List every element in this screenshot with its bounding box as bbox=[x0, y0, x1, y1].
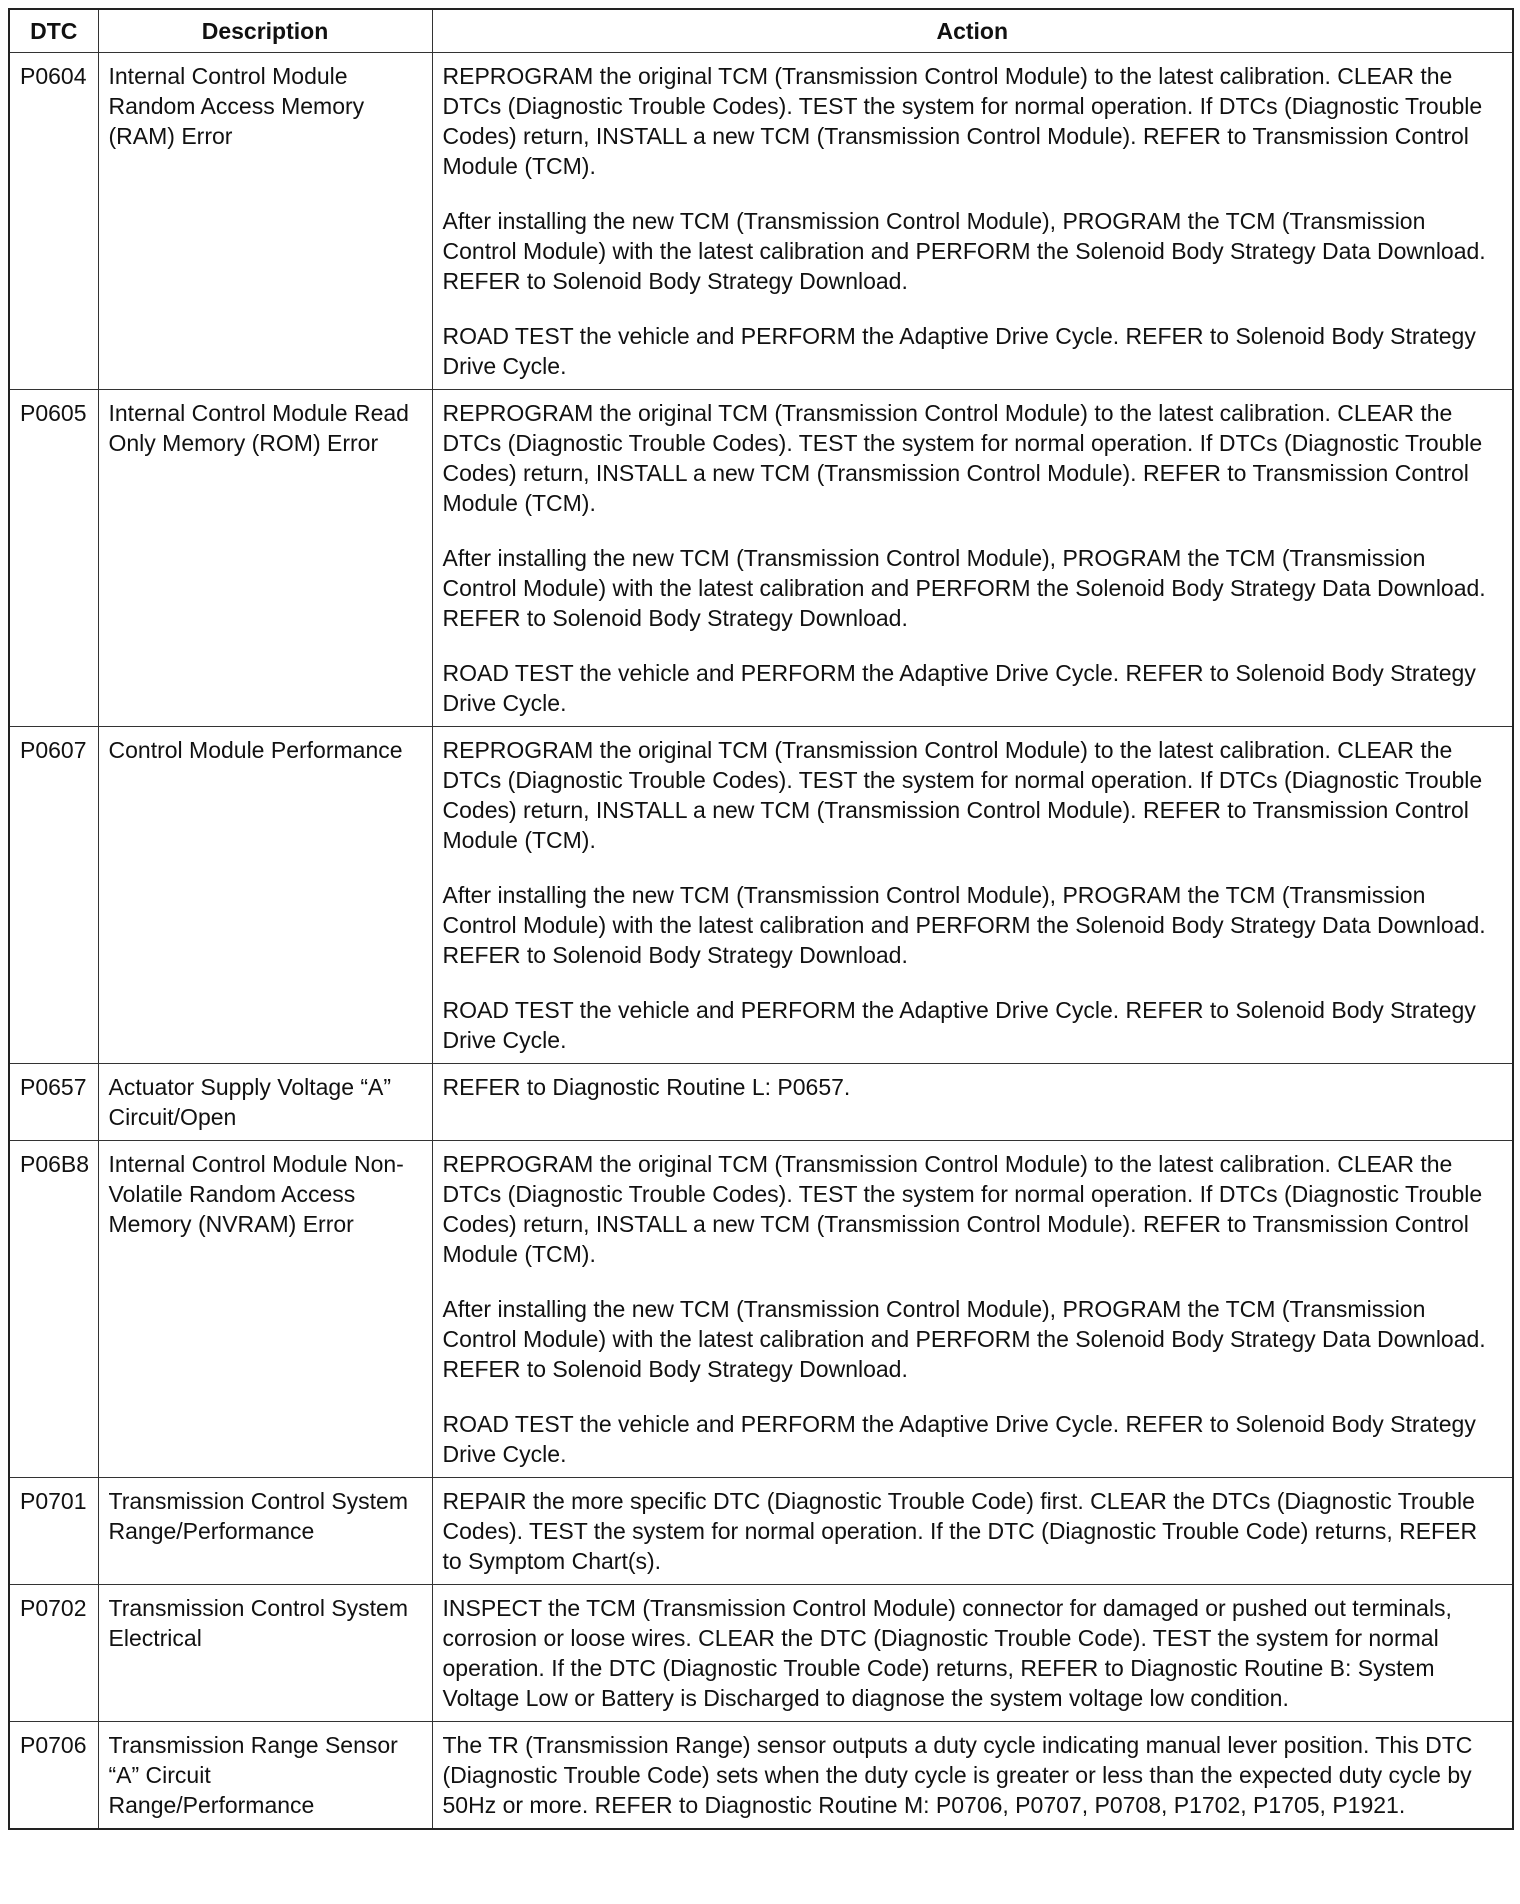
dtc-description: Internal Control Module Read Only Memory (ROM) Error bbox=[98, 390, 432, 727]
dtc-action bbox=[432, 1064, 1513, 1141]
dtc-code: P0607 bbox=[9, 727, 98, 1064]
header-dtc: DTC bbox=[9, 9, 98, 53]
dtc-code: P06B8 bbox=[9, 1141, 98, 1478]
action-paragraph: REPROGRAM the original TCM (Transmission Control Module) to the latest calibration. CLEAR the DTCs (Diagnostic Trouble Codes). TEST the system for normal operation. If DTCs (Diagnostic Trouble Codes) return, INSTALL a new TCM (Transmission Control Module). REFER to Transmission Control Module (TCM). bbox=[442, 737, 1483, 853]
dtc-action bbox=[432, 1585, 1513, 1722]
action-paragraph: After installing the new TCM (Transmission Control Module), PROGRAM the TCM (Transmission Control Module) with the latest calibration and PERFORM the Solenoid Body Strategy Data Download. REFER to Solenoid Body Strategy Download. bbox=[442, 208, 1486, 294]
dtc-description: Transmission Range Sensor “A” Circuit Range/Performance bbox=[98, 1722, 432, 1830]
table-row bbox=[9, 727, 1513, 1064]
action-paragraph: ROAD TEST the vehicle and PERFORM the Adaptive Drive Cycle. REFER to Solenoid Body Strategy Drive Cycle. bbox=[442, 323, 1476, 379]
dtc-table bbox=[8, 8, 1514, 1830]
header-row bbox=[9, 9, 1513, 53]
action-paragraph: ROAD TEST the vehicle and PERFORM the Adaptive Drive Cycle. REFER to Solenoid Body Strategy Drive Cycle. bbox=[442, 660, 1476, 716]
action-paragraph: REFER to Diagnostic Routine L: P0657. bbox=[442, 1074, 851, 1100]
table-row bbox=[9, 53, 1513, 390]
table-row bbox=[9, 1064, 1513, 1141]
document-page bbox=[8, 8, 1512, 1830]
dtc-code: P0706 bbox=[9, 1722, 98, 1830]
action-paragraph: INSPECT the TCM (Transmission Control Module) connector for damaged or pushed out terminals, corrosion or loose wires. CLEAR the DTC (Diagnostic Trouble Code). TEST the system for normal operation. If the DTC (Diagnostic Trouble Code) returns, REFER to Diagnostic Routine B: System Voltage Low or Battery is Discharged to diagnose the system voltage low condition. bbox=[442, 1595, 1452, 1711]
dtc-description: Transmission Control System Range/Performance bbox=[98, 1478, 432, 1585]
dtc-description: Internal Control Module Random Access Memory (RAM) Error bbox=[98, 53, 432, 390]
dtc-action bbox=[432, 1478, 1513, 1585]
action-paragraph: ROAD TEST the vehicle and PERFORM the Adaptive Drive Cycle. REFER to Solenoid Body Strategy Drive Cycle. bbox=[442, 997, 1476, 1053]
dtc-description: Transmission Control System Electrical bbox=[98, 1585, 432, 1722]
action-paragraph: After installing the new TCM (Transmission Control Module), PROGRAM the TCM (Transmission Control Module) with the latest calibration and PERFORM the Solenoid Body Strategy Data Download. REFER to Solenoid Body Strategy Download. bbox=[442, 1296, 1486, 1382]
action-paragraph: The TR (Transmission Range) sensor outputs a duty cycle indicating manual lever position. This DTC (Diagnostic Trouble Code) sets when the duty cycle is greater or less than the expected duty cycle by 50Hz or more. REFER to Diagnostic Routine M: P0706, P0707, P0708, P1702, P1705, P1921. bbox=[442, 1732, 1473, 1818]
table-row bbox=[9, 1585, 1513, 1722]
action-paragraph: After installing the new TCM (Transmission Control Module), PROGRAM the TCM (Transmission Control Module) with the latest calibration and PERFORM the Solenoid Body Strategy Data Download. REFER to Solenoid Body Strategy Download. bbox=[442, 545, 1486, 631]
action-paragraph: After installing the new TCM (Transmission Control Module), PROGRAM the TCM (Transmission Control Module) with the latest calibration and PERFORM the Solenoid Body Strategy Data Download. REFER to Solenoid Body Strategy Download. bbox=[442, 882, 1486, 968]
dtc-code: P0605 bbox=[9, 390, 98, 727]
header-description: Description bbox=[98, 9, 432, 53]
action-paragraph: REPROGRAM the original TCM (Transmission Control Module) to the latest calibration. CLEAR the DTCs (Diagnostic Trouble Codes). TEST the system for normal operation. If DTCs (Diagnostic Trouble Codes) return, INSTALL a new TCM (Transmission Control Module). REFER to Transmission Control Module (TCM). bbox=[442, 1151, 1483, 1267]
dtc-code: P0657 bbox=[9, 1064, 98, 1141]
table-row bbox=[9, 1141, 1513, 1478]
dtc-description: Internal Control Module Non-Volatile Random Access Memory (NVRAM) Error bbox=[98, 1141, 432, 1478]
action-paragraph: ROAD TEST the vehicle and PERFORM the Adaptive Drive Cycle. REFER to Solenoid Body Strategy Drive Cycle. bbox=[442, 1411, 1476, 1467]
dtc-code: P0604 bbox=[9, 53, 98, 390]
dtc-code: P0701 bbox=[9, 1478, 98, 1585]
table-row bbox=[9, 1722, 1513, 1830]
dtc-action bbox=[432, 390, 1513, 727]
table-row bbox=[9, 390, 1513, 727]
dtc-action bbox=[432, 53, 1513, 390]
dtc-description: Control Module Performance bbox=[98, 727, 432, 1064]
header-action: Action bbox=[432, 9, 1513, 53]
dtc-action bbox=[432, 1141, 1513, 1478]
dtc-action bbox=[432, 1722, 1513, 1830]
action-paragraph: REPAIR the more specific DTC (Diagnostic Trouble Code) first. CLEAR the DTCs (Diagnostic Trouble Codes). TEST the system for normal operation. If the DTC (Diagnostic Trouble Code) returns, REFER to Symptom Chart(s). bbox=[442, 1488, 1478, 1574]
dtc-code: P0702 bbox=[9, 1585, 98, 1722]
dtc-description: Actuator Supply Voltage “A” Circuit/Open bbox=[98, 1064, 432, 1141]
action-paragraph: REPROGRAM the original TCM (Transmission Control Module) to the latest calibration. CLEAR the DTCs (Diagnostic Trouble Codes). TEST the system for normal operation. If DTCs (Diagnostic Trouble Codes) return, INSTALL a new TCM (Transmission Control Module). REFER to Transmission Control Module (TCM). bbox=[442, 63, 1483, 179]
dtc-action bbox=[432, 727, 1513, 1064]
action-paragraph: REPROGRAM the original TCM (Transmission Control Module) to the latest calibration. CLEAR the DTCs (Diagnostic Trouble Codes). TEST the system for normal operation. If DTCs (Diagnostic Trouble Codes) return, INSTALL a new TCM (Transmission Control Module). REFER to Transmission Control Module (TCM). bbox=[442, 400, 1483, 516]
table-row bbox=[9, 1478, 1513, 1585]
